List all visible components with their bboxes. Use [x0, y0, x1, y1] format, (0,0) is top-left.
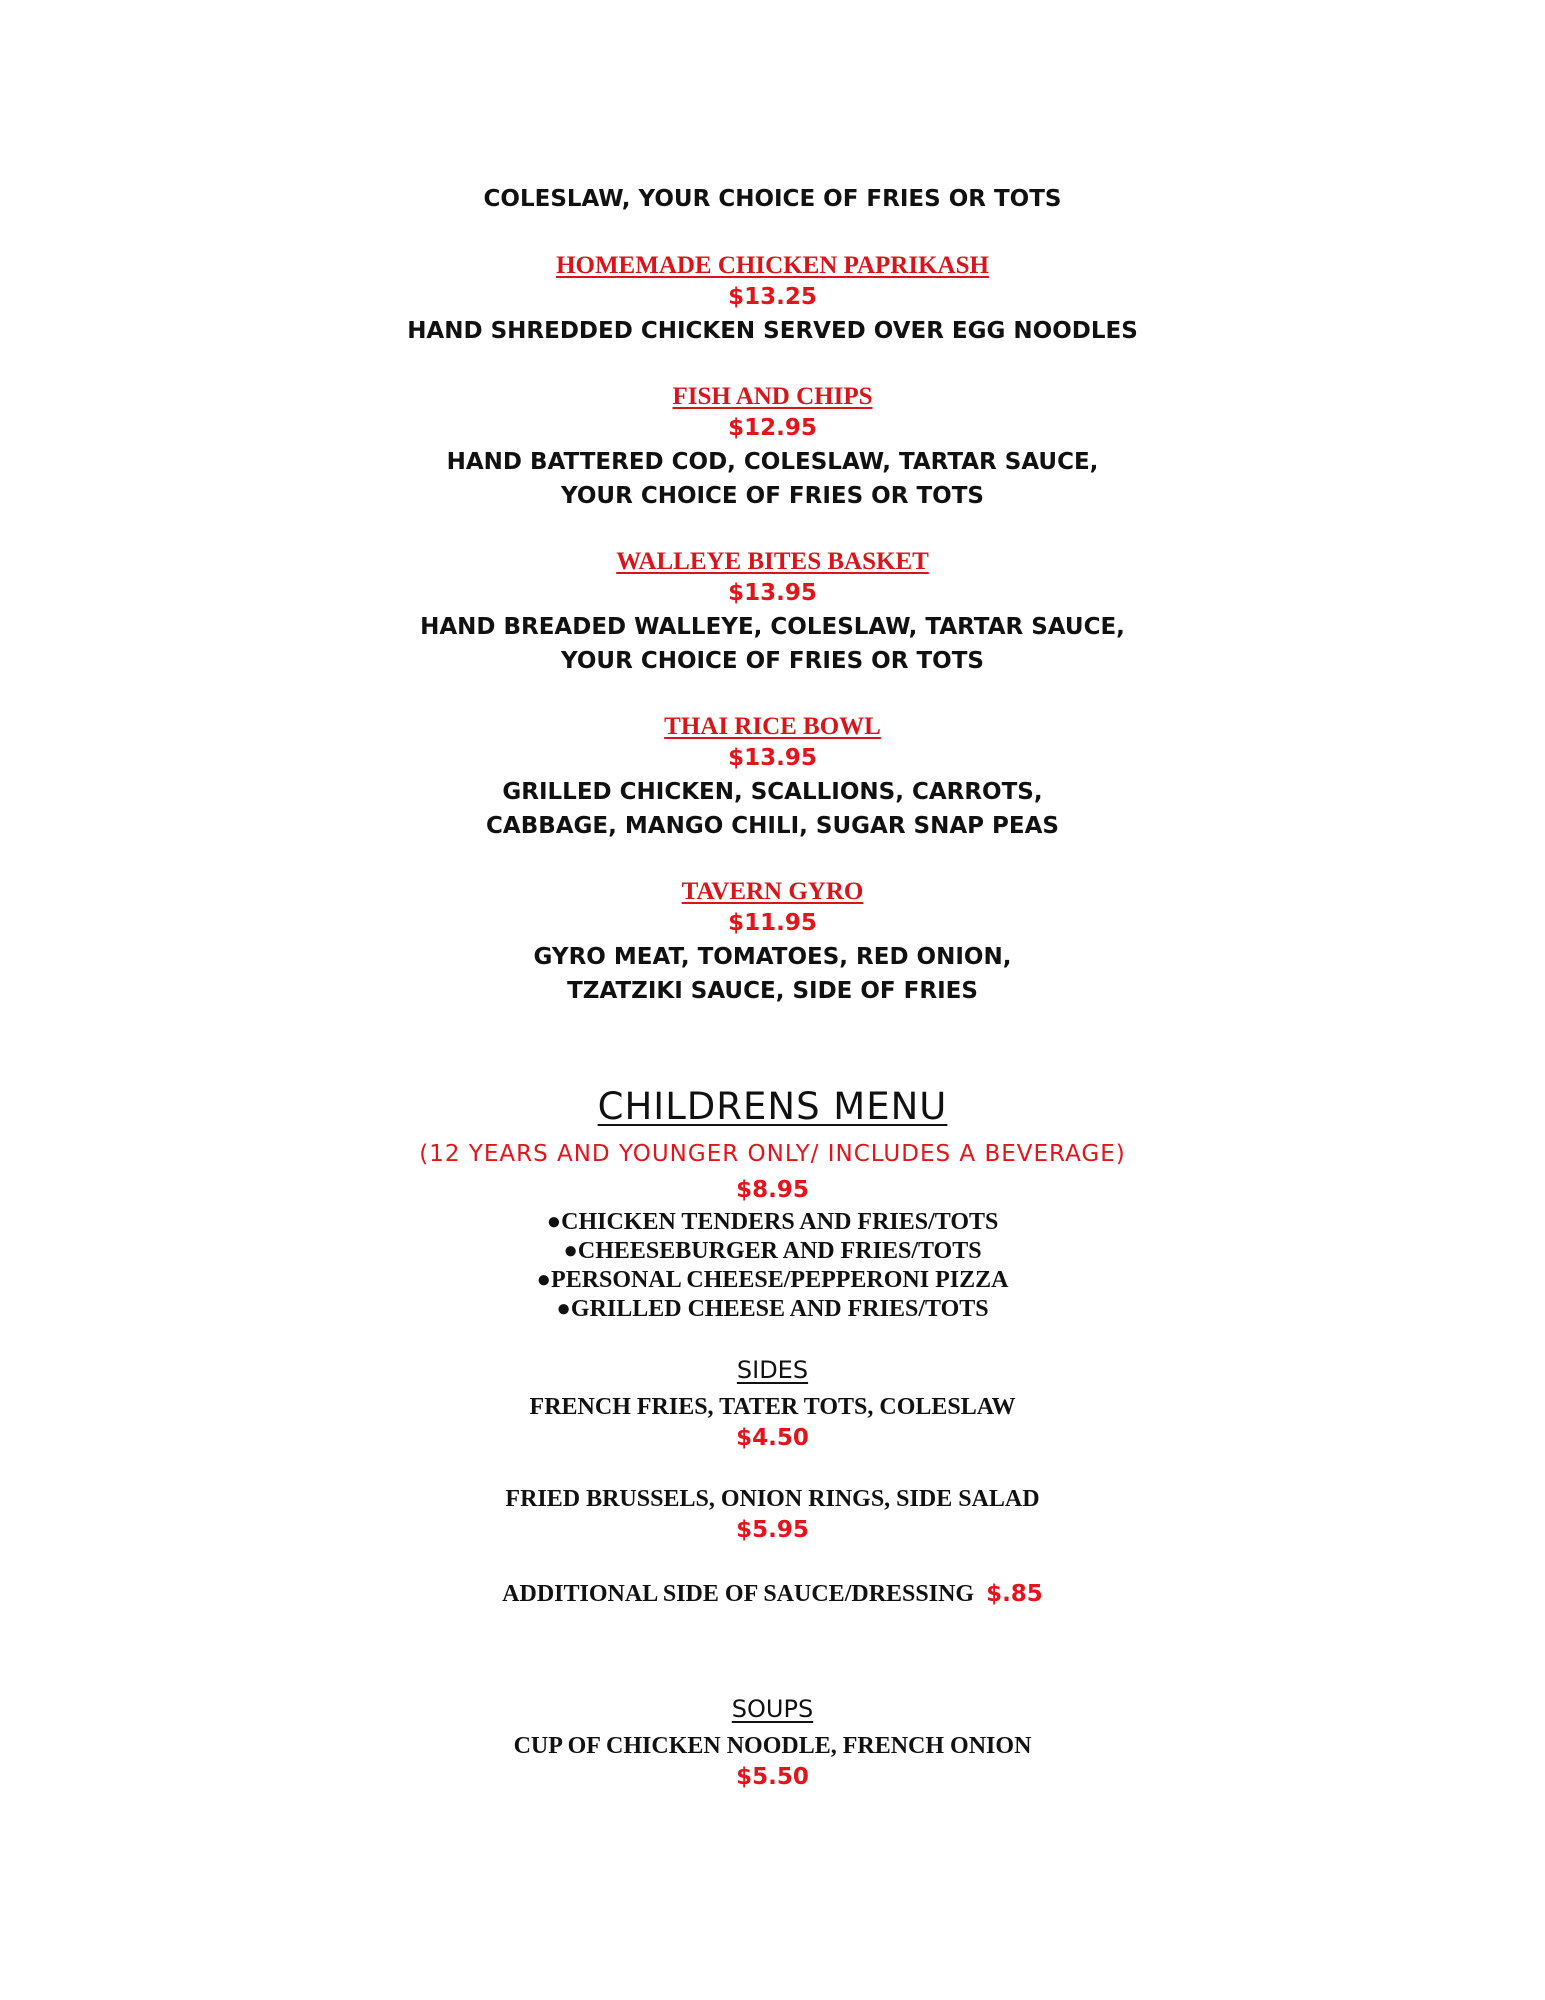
sides-title: SIDES: [736, 1356, 809, 1384]
childrens-option-2: ●CHEESEBURGER AND FRIES/TOTS: [563, 1238, 982, 1264]
item-desc-walleye-bites-2: YOUR CHOICE OF FRIES OR TOTS: [561, 648, 984, 674]
childrens-menu-title: CHILDRENS MENU: [597, 1085, 948, 1128]
item-price-chicken-paprikash: $13.25: [728, 284, 817, 310]
item-name-walleye-bites: WALLEYE BITES BASKET: [616, 548, 929, 575]
item-desc-chicken-paprikash: HAND SHREDDED CHICKEN SERVED OVER EGG NOODLES: [407, 318, 1138, 344]
item-desc-tavern-gyro-1: GYRO MEAT, TOMATOES, RED ONION,: [533, 944, 1012, 970]
childrens-menu-note: (12 YEARS AND YOUNGER ONLY/ INCLUDES A BEVERAGE): [419, 1141, 1126, 1167]
soups-price: $5.50: [736, 1764, 809, 1790]
item-price-thai-rice-bowl: $13.95: [728, 745, 817, 771]
childrens-option-3: ●PERSONAL CHEESE/PEPPERONI PIZZA: [536, 1267, 1009, 1293]
sides-group-1-price: $4.50: [736, 1425, 809, 1451]
item-desc-tavern-gyro-2: TZATZIKI SAUCE, SIDE OF FRIES: [567, 978, 978, 1004]
childrens-option-1: ●CHICKEN TENDERS AND FRIES/TOTS: [546, 1209, 999, 1235]
item-name-tavern-gyro: TAVERN GYRO: [681, 878, 864, 905]
soups-title: SOUPS: [731, 1695, 814, 1723]
additional-side-price: $.85: [986, 1581, 1043, 1607]
item-price-tavern-gyro: $11.95: [728, 910, 817, 936]
additional-side-label: ADDITIONAL SIDE OF SAUCE/DRESSING: [502, 1581, 975, 1607]
item-name-fish-and-chips: FISH AND CHIPS: [672, 383, 873, 410]
item-desc-thai-rice-bowl-2: CABBAGE, MANGO CHILI, SUGAR SNAP PEAS: [486, 813, 1059, 839]
item-price-walleye-bites: $13.95: [728, 580, 817, 606]
item-desc-fish-and-chips-2: YOUR CHOICE OF FRIES OR TOTS: [561, 483, 984, 509]
item-name-chicken-paprikash: HOMEMADE CHICKEN PAPRIKASH: [556, 252, 989, 279]
soups-items: CUP OF CHICKEN NOODLE, FRENCH ONION: [513, 1733, 1032, 1759]
intro-line: COLESLAW, YOUR CHOICE OF FRIES OR TOTS: [483, 186, 1062, 212]
item-desc-fish-and-chips-1: HAND BATTERED COD, COLESLAW, TARTAR SAUCE,: [446, 449, 1099, 475]
sides-group-1: FRENCH FRIES, TATER TOTS, COLESLAW: [529, 1394, 1016, 1420]
item-desc-walleye-bites-1: HAND BREADED WALLEYE, COLESLAW, TARTAR SAUCE,: [420, 614, 1125, 640]
item-name-thai-rice-bowl: THAI RICE BOWL: [664, 713, 881, 740]
item-price-fish-and-chips: $12.95: [728, 415, 817, 441]
sides-group-2: FRIED BRUSSELS, ONION RINGS, SIDE SALAD: [505, 1486, 1040, 1512]
additional-side-row: [0, 1582, 1545, 1606]
childrens-option-4: ●GRILLED CHEESE AND FRIES/TOTS: [556, 1296, 989, 1322]
childrens-menu-price: $8.95: [736, 1177, 809, 1203]
sides-group-2-price: $5.95: [736, 1517, 809, 1543]
item-desc-thai-rice-bowl-1: GRILLED CHICKEN, SCALLIONS, CARROTS,: [502, 779, 1043, 805]
